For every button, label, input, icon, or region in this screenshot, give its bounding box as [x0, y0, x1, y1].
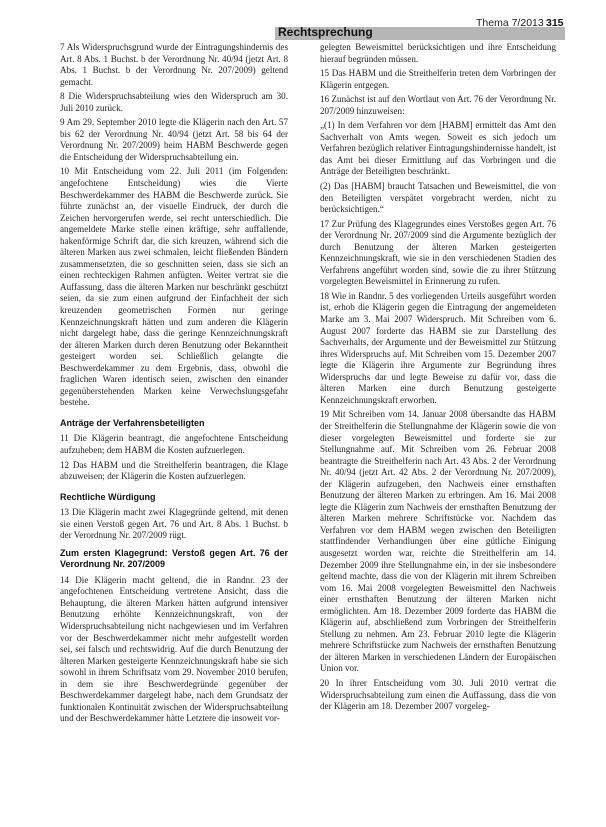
quote-paragraph-2: (2) Das [HABM] braucht Tatsachen und Beweismittel, die von den Beteiligten verspätet vorgebracht werden, nicht zu berücksichtigen.“: [320, 181, 556, 215]
paragraph-10: 10 Mit Entscheidung vom 22. Juli 2011 (im Folgenden: angefochtene Entscheidung) wies die Vierte Beschwerdekammer des HABM die Beschwerde zurück. Sie führte zunächst an, der visuelle Eindruck, der durch die Zeichen hervorgerufen werde, sei recht unterschiedlich. Die angemeldete Marke stelle einen kräftige, sehr auffallende, hakenförmige Schrift dar, die sich kreuzen, während sich die älteren Marken aus zwei schmalen, leicht fließenden Bändern zusammensetzten, die so geschnitten seien, dass sie sich an einen rechteckigen Rahmen anfügten. Weiter vertrat sie die Auffassung, dass die älteren Marken nur beschränkt geschützt seien, da sie zum einen aufgrund der Einfachheit der sich kreuzenden geometrischen Formen nur geringe Kennzeichnungskraft hätten und zum anderen die Klägerin nicht dargelegt habe, dass die geringe Kennzeichnungskraft der älteren Marken durch deren Benutzung oder Bekanntheit gesteigert worden sei. Schließlich gelangte die Beschwerdekammer zu dem Ergebnis, dass, obwohl die fraglichen Waren identisch seien, zwischen den einander gegenüberstehenden Marken keine Verwechslungsgefahr bestehe.: [60, 166, 288, 408]
section-title: Rechtsprechung: [278, 25, 373, 39]
paragraph-18: 18 Wie in Randnr. 5 des vorliegenden Urteils ausgeführt worden ist, erhob die Klägerin gegen die Eintragung der angemeldeten Marke am 3. Mai 2007 Widerspruch. Mit Schreiben vom 6. August 2007 forderte das HABM sie zur Darstellung des Sachverhalts, der Argumente und der Beweismittel zur Stützung ihres Widerspruchs auf. Mit Schreiben vom 15. Dezember 2007 legte die Klägerin ihre Argumente zur Begründung ihres Widerspruchs dar und legte Beweise zu dafür vor, dass die älteren Marken eine durch Benutzung gesteigerte Kennzeichnungskraft erworben.: [320, 290, 556, 405]
paragraph-14: 14 Die Klägerin macht geltend, die in Randnr. 23 der angefochtenen Entscheidung vertretene Ansicht, dass die Behauptung, die älteren Marken hätten aufgrund intensiver Benutzung erhöhte Kennzeichnungskraft, von der Widerspruchsabteilung nicht nachgewiesen und im Verfahren vor der Beschwerdekammer nicht mehr aufgestellt worden sei, sei falsch und rechtswidrig. Auf die durch Benutzung der älteren Marken gesteigerte Kennzeichnungskraft habe sie sich sowohl in ihrem Schriftsatz vom 29. November 2010 berufen, in dem sie ihre Beschwerdegründe gegenüber der Beschwerdekammer dargelegt habe, nach dem Grundsatz der funktionalen Kontinuität zwischen der Widerspruchsabteilung und der Beschwerdekammer hätte Letztere die insoweit vor-: [60, 574, 288, 724]
paragraph-7: 7 Als Widerspruchsgrund wurde der Eintragungshindernis des Art. 8 Abs. 1 Buchst. b der Verordnung Nr. 40/94 (jetzt Art. 8 Abs. 1 Buchst. b der Verordnung Nr. 207/2009) geltend gemacht.: [60, 42, 288, 87]
heading-antraege: Anträge der Verfahrensbeteiligten: [60, 417, 205, 428]
heading-rechtliche-wuerdigung: Rechtliche Würdigung: [60, 491, 156, 502]
paragraph-19: 19 Mit Schreiben vom 14. Januar 2008 übersandte das HABM der Streithelferin die Stellungnahme der Klägerin sowie die von dieser vorgelegten Beweismittel und forderte sie zur Stellungnahme auf. Mit Schreiben vom 26. Februar 2008 beantragte die Streithelferin nach Art. 43 Abs. 2 der Verordnung Nr. 40/94 (jetzt Art. 42 Abs. 2 der Verordnung Nr. 207/2009), der Klägerin aufzugeben, den Nachweis einer ernsthaften Benutzung der älteren Marken zu erbringen. Am 16. Mai 2008 legte die Klägerin zum Nachweis der ernsthaften Benutzung der älteren Marken mehrere Schriftstücke vor. Nachdem das Verfahren vor dem HABM wegen zwischen den Beteiligten stattfindender Verhandlungen über eine gütliche Einigung ausgesetzt worden war, reichte die Streithelferin am 14. Dezember 2009 ihre Stellungnahme ein, in der sie insbesondere geltend machte, dass die von der Klägerin mit ihrem Schreiben vom 16. Mai 2008 vorgelegten Beweismittel den Nachweis einer ernsthaften Benutzung der älteren Marken nicht ermöglichten. Am 18. Dezember 2009 forderte das HABM die Klägerin auf, abschließend zum Vorbringen der Streithelferin Stellung zu nehmen. Am 23. Februar 2010 legte die Klägerin mehrere Schriftstücke zum Nachweis der ernsthaften Benutzung der älteren Marken in verschiedenen Ländern der Europäischen Union vor.: [320, 409, 556, 674]
page-number: 315: [546, 17, 564, 29]
journal-issue: Thema 7/2013: [476, 17, 544, 29]
heading-erster-klagegrund: Zum ersten Klagegrund: Verstoß gegen Art. 76 der Verordnung Nr. 207/2009: [60, 547, 288, 570]
paragraph-20: 20 In ihrer Entscheidung vom 30. Juli 2010 vertrat die Widerspruchsabteilung zum einen die Auffassung, dass die von der Klägerin am 18. Dezember 2007 vorgeleg-: [320, 677, 556, 712]
paragraph-12: 12 Das HABM und die Streithelferin beantragen, die Klage abzuweisen; der Klägerin die Kosten aufzuerlegen.: [60, 459, 288, 482]
paragraph-13: 13 Die Klägerin macht zwei Klagegründe geltend, mit denen sie einen Verstoß gegen Art. 76 und Art. 8 Abs. 1 Buchst. b der Verordnung Nr. 207/2009 rügt.: [60, 507, 288, 541]
paragraph-9: 9 Am 29. September 2010 legte die Klägerin nach den Art. 57 bis 62 der Verordnung Nr. 40/94 (jetzt Art. 58 bis 64 der Verordnung Nr. 207/2009) beim HABM Beschwerde gegen die Entscheidung der Widerspruchsabteilung ein.: [60, 117, 288, 162]
paragraph-17: 17 Zur Prüfung des Klagegrundes eines Verstoßes gegen Art. 76 der Verordnung Nr. 207/2009 sind die Argumente bezüglich der durch Benutzung der älteren Marken gesteigerten Kennzeichnungskraft, wie sie in den verschiedenen Stadien des Verfahrens angeführt worden sind, sowie die zu ihrer Stützung vorgelegten Beweismittel in Erinnerung zu rufen.: [320, 218, 556, 287]
quote-paragraph-1: „(1) In dem Verfahren vor dem [HABM] ermittelt das Amt den Sachverhalt von Amts wegen. Soweit es sich jedoch um Verfahren bezüglich relativer Eintragungshindernisse handelt, ist das Amt bei dieser Ermittlung auf das Vorbringen und die Anträge der Beteiligten beschränkt.: [320, 120, 556, 177]
page-header: [0, 0, 606, 42]
paragraph-15: 15 Das HABM und die Streithelferin treten dem Vorbringen der Klägerin entgegen.: [320, 68, 556, 90]
paragraph-11: 11 Die Klägerin beantragt, die angefochtene Entscheidung aufzuheben; dem HABM die Kosten aufzuerlegen.: [60, 433, 288, 455]
paragraph-8: 8 Die Widerspruchsabteilung wies den Widerspruch am 30. Juli 2010 zurück.: [60, 91, 288, 113]
paragraph-14-continued: gelegten Beweismittel berücksichtigen und ihre Entscheidung hierauf begründen müssen.: [320, 42, 556, 64]
right-column: [320, 42, 556, 822]
left-column: [60, 42, 288, 822]
paragraph-16: 16 Zunächst ist auf den Wortlaut von Art. 76 der Verordnung Nr. 207/2009 hinzuweisen:: [320, 94, 556, 116]
